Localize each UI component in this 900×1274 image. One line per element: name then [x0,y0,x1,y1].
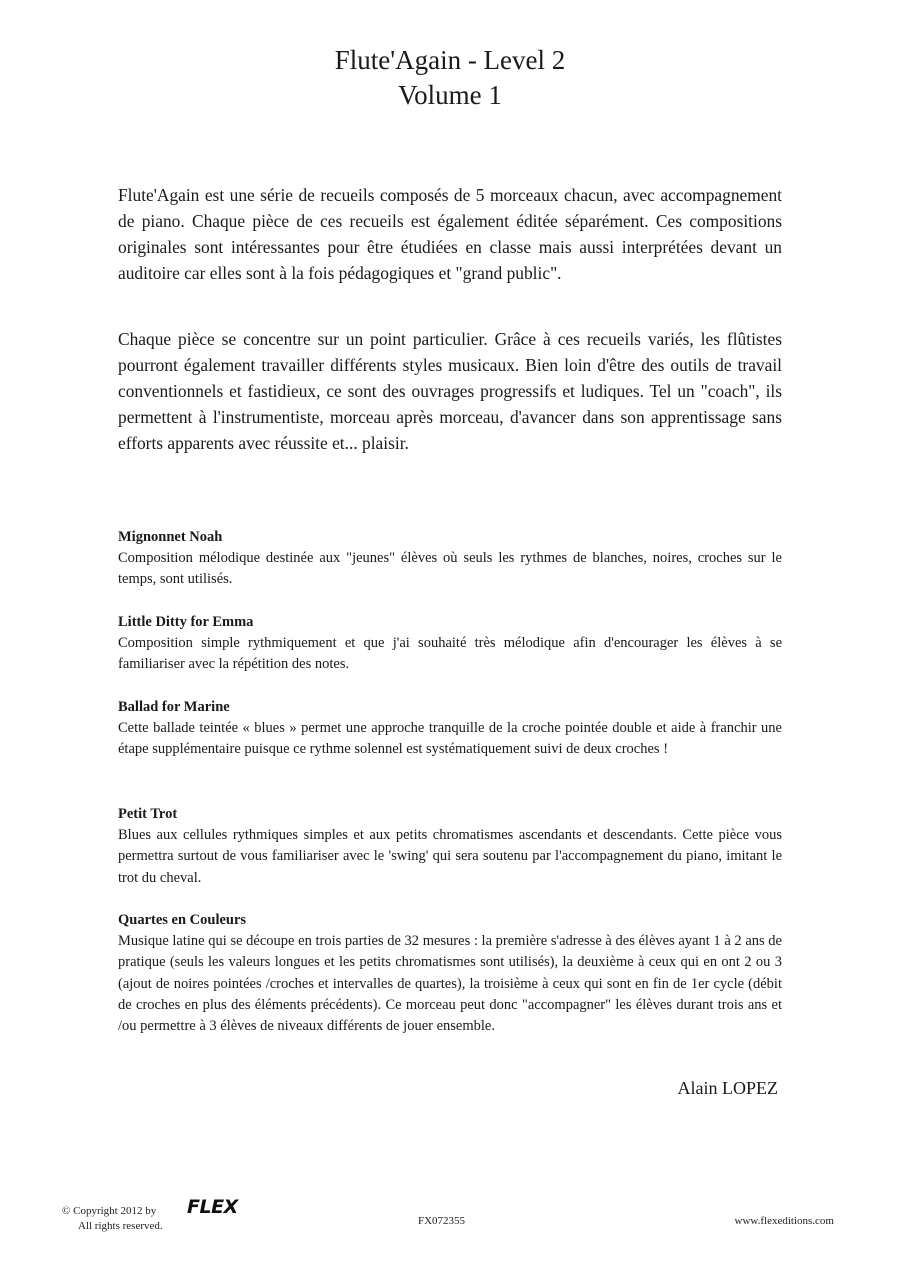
page-subtitle: Volume 1 [398,80,502,110]
piece-title: Ballad for Marine [118,699,230,715]
piece-entry [118,612,782,676]
copyright-line: © Copyright 2012 by [62,1205,157,1217]
copyright-notice [62,1204,163,1234]
piece-title: Mignonnet Noah [118,529,223,545]
piece-entry [118,804,782,889]
piece-description: Blues aux cellules rythmiques simples et aux petits chromatismes ascendants et descendants. Cette pièce vous permettra surtout de vous familiariser avec le 'swing' qui sera soutenu par l'accompagnement du piano, imitant le trot du cheval. [118,827,782,886]
piece-entry [118,910,782,1037]
piece-title: Petit Trot [118,806,178,822]
publisher-logo: FLEX [187,1196,238,1218]
piece-description: Composition mélodique destinée aux "jeunes" élèves où seuls les rythmes de blanches, noires, croches sur le temps, sont utilisés. [118,550,782,588]
rights-line: All rights reserved. [78,1220,163,1232]
piece-description: Musique latine qui se découpe en trois parties de 32 mesures : la première s'adresse à des élèves ayant 1 à 2 ans de pratique (seuls les valeurs longues et les petits chromatismes sont utilisés), la deuxième à ceux qui en ont 2 ou 3 (ajout de noires pointées /croches et intervalles de quartes), la troisième à ceux qui sont en fin de 1er cycle (débit de croches en plus des éléments précédents). Ce morceau peut donc "accompagner" les élèves durant trois ans et /ou permettre à 3 élèves de niveaux différents de jouer ensemble. [118,933,782,1035]
author-signature: Alain LOPEZ [677,1078,778,1098]
piece-entry [118,527,782,591]
piece-entry [118,697,782,761]
piece-title: Quartes en Couleurs [118,912,247,928]
catalog-code: FX072355 [418,1215,466,1227]
intro-paragraph-1: Flute'Again est une série de recueils composés de 5 morceaux chacun, avec accompagnement de piano. Chaque pièce de ces recueils est également éditée séparément. Ces compositions originales sont intéressantes pour être étudiées en classe mais aussi interprétées devant un auditoire car elles sont à la fois pédagogiques et "grand public". [118,185,782,283]
piece-title: Little Ditty for Emma [118,614,254,630]
intro-paragraph-2: Chaque pièce se concentre sur un point particulier. Grâce à ces recueils variés, les flûtistes pourront également travailler différents styles musicaux. Bien loin d'être des outils de travail conventionnels et fastidieux, ce sont des ouvrages progressifs et ludiques. Tel un "coach", ils permettent à l'instrumentiste, morceau après morceau, d'avancer dans son apprentissage sans efforts apparents avec réussite et... plaisir. [118,329,782,453]
piece-description: Composition simple rythmiquement et que j'ai souhaité très mélodique afin d'encourager les élèves à se familiariser avec la répétition des notes. [118,635,782,673]
page-title: Flute'Again - Level 2 [334,45,566,75]
website-url: www.flexeditions.com [734,1215,834,1227]
piece-description: Cette ballade teintée « blues » permet une approche tranquille de la croche pointée double et aide à franchir une étape supplémentaire puisque ce rythme solennel est systématiquement suivi de deux croches ! [118,720,782,758]
